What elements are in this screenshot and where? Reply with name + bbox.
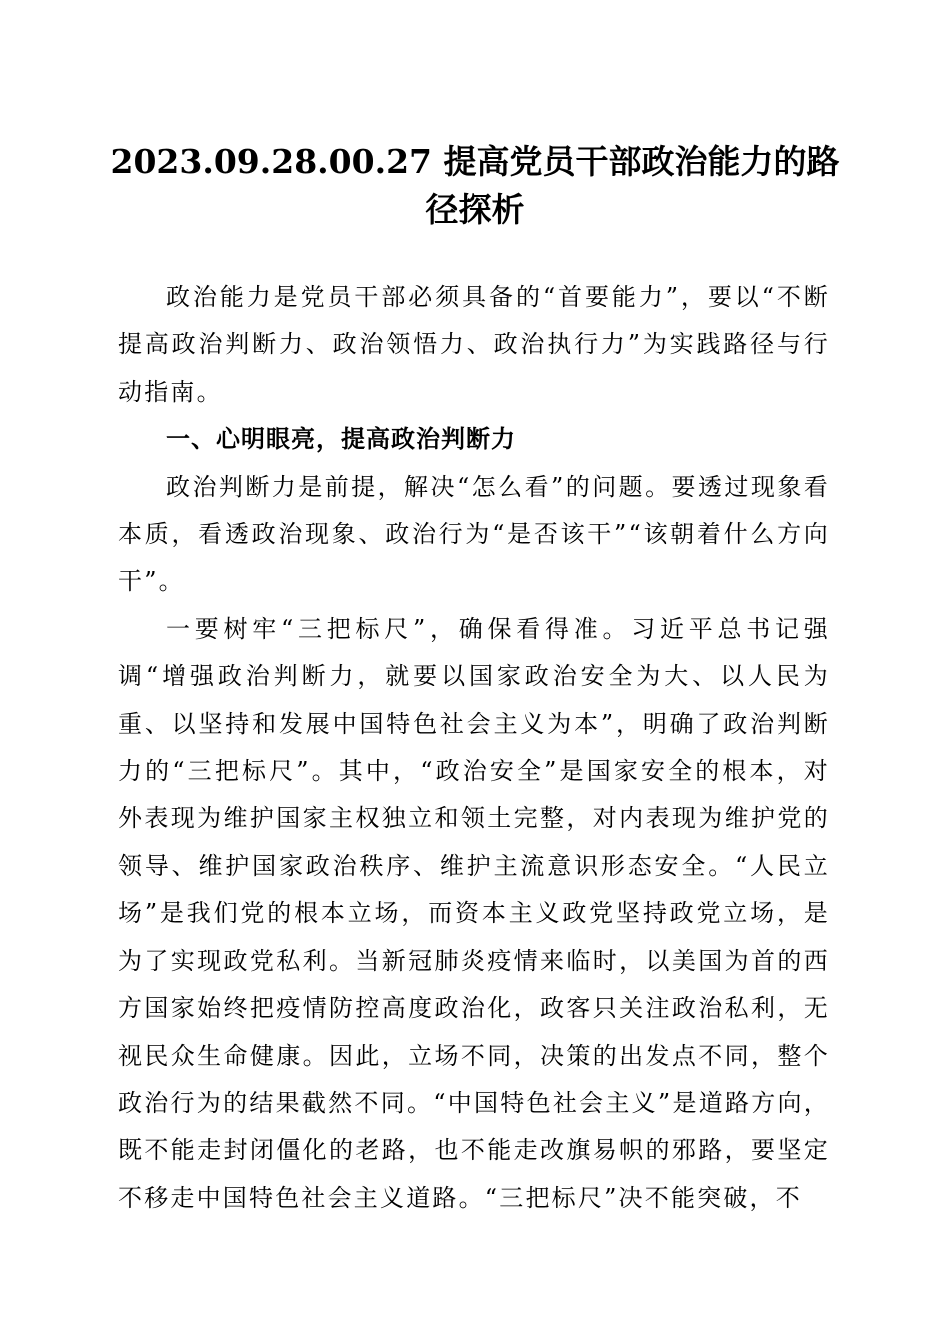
title-line-1: 2023.09.28.00.27 提高党员干部政治能力的路: [110, 142, 840, 181]
document-title: [110, 138, 840, 234]
body-paragraph-1: 政治判断力是前提，解决“怎么看”的问题。要透过现象看本质，看透政治现象、政治行为“是否该干”“该朝着什么方向干”。: [118, 472, 830, 596]
title-line-2: 径探析: [425, 190, 525, 229]
body-paragraph-2: 一要树牢“三把标尺”，确保看得准。习近平总书记强调“增强政治判断力，就要以国家政治安全为大、以人民为重、以坚持和发展中国特色社会主义为本”，明确了政治判断力的“三把标尺”。其中，“政治安全”是国家安全的根本，对外表现为维护国家主权独立和领土完整，对内表现为维护党的领导、维护国家政治秩序、维护主流意识形态安全。“人民立场”是我们党的根本立场，而资本主义政党坚持政党立场，是为了实现政党私利。当新冠肺炎疫情来临时，以美国为首的西方国家始终把疫情防控高度政治化，政客只关注政治私利，无视民众生命健康。因此，立场不同，决策的出发点不同，整个政治行为的结果截然不同。“中国特色社会主义”是道路方向，既不能走封闭僵化的老路，也不能走改旗易帜的邪路，要坚定不移走中国特色社会主义道路。“三把标尺”决不能突破，不: [118, 614, 830, 1212]
intro-paragraph: 政治能力是党员干部必须具备的“首要能力”，要以“不断提高政治判断力、政治领悟力、政治执行力”为实践路径与行动指南。: [118, 283, 830, 406]
document-body: [118, 274, 830, 1222]
section-heading-1: 一、心明眼亮，提高政治判断力: [166, 425, 516, 454]
